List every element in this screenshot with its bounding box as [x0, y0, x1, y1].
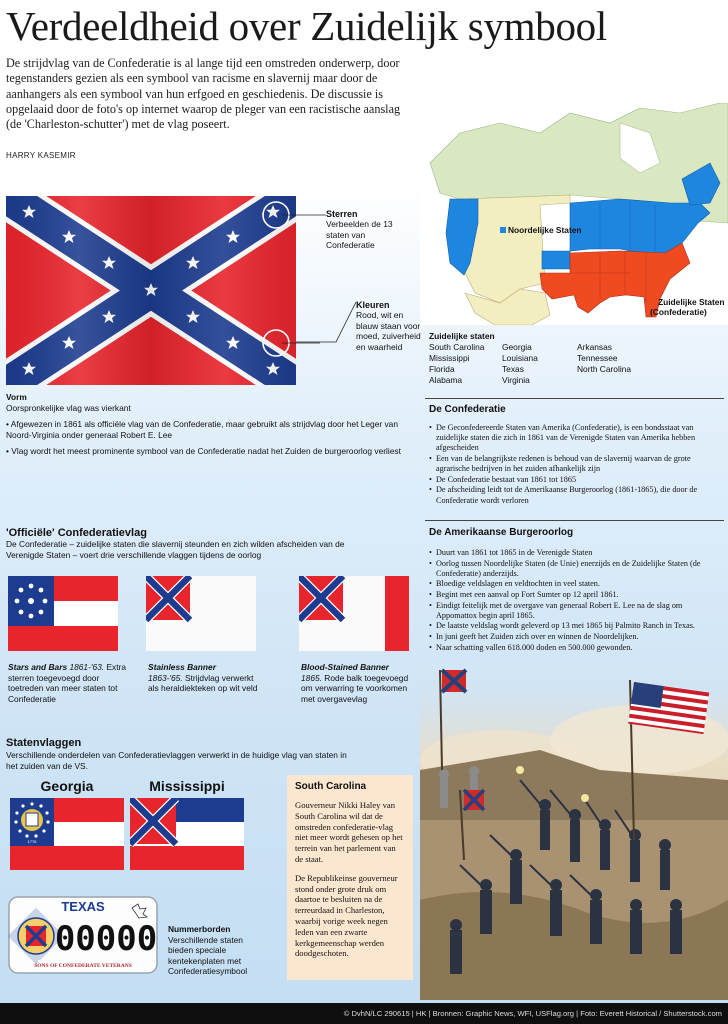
official-flags-desc: De Confederatie – zuidelijke staten die slavernij steunden en zich wilden afscheiden van de Verenigde Staten – voert drie verschillende vlaggen tijdens de oorlog	[6, 539, 345, 560]
callout-kleuren-text: Rood, wit en blauw staan voor moed, zuiverheid en waarheid	[356, 310, 421, 352]
confederate-swatch	[650, 299, 656, 305]
callout-kleuren-title: Kleuren	[356, 300, 390, 310]
state-flags-desc: Verschillende onderdelen van Confederatievlaggen verwerkt in de huidige vlag van staten in het zuiden van de VS.	[6, 750, 347, 771]
texas-license-plate	[8, 896, 158, 974]
state-item: Florida	[429, 364, 455, 374]
callout-sterren-text: Verbeelden de 13 staten van Confederatie	[326, 219, 393, 250]
official-flags-title: 'Officiële' Confederatievlag	[6, 527, 147, 539]
georgia-label: Georgia	[40, 778, 94, 794]
zuidelijke-staten-title: Zuidelijke staten	[429, 331, 495, 341]
legend-zuid-text: Zuidelijke Staten (Confederatie)	[650, 297, 725, 317]
list-item: • In juni geeft het Zuiden zich over en winnen de Noordelijken.	[429, 632, 724, 642]
divider	[425, 520, 724, 521]
state-item: Alabama	[429, 375, 463, 385]
legend-zuidelijke-staten	[650, 297, 728, 317]
south-carolina-p1: Gouverneur Nikki Haley van South Carolina wil dat de omstreden confederatie-vlag niet meer wordt gehesen op het terrein van het parlement van de staat.	[295, 800, 403, 864]
union-swatch	[500, 227, 506, 233]
list-item: • Eindigt feitelijk met de overgave van generaal Robert E. Lee na de slag om Appomattox begin april 1865.	[429, 601, 724, 621]
svg-text:1776: 1776	[27, 839, 37, 844]
stainless-banner-flag	[146, 576, 256, 651]
burgeroorlog-title: De Amerikaanse Burgeroorlog	[429, 527, 574, 538]
south-carolina-p2: De Republikeinse gouverneur stond onder grote druk om daartoe te besluiten na de terreurdaad in Charleston, waarbij vorige week negen leden van een zwarte kerkgemeenschap werden doodgeschoten.	[295, 872, 398, 959]
stars-and-bars-name: Stars and Bars	[8, 662, 68, 672]
stars-and-bars-years: 1861-'63.	[69, 662, 105, 672]
callout-kleuren	[356, 300, 426, 352]
nummerborden-title: Nummerborden	[168, 924, 231, 934]
state-item: North Carolina	[577, 364, 631, 374]
list-item: • De Confederatie bestaat van 1861 tot 1865	[429, 475, 724, 485]
divider	[425, 398, 724, 399]
state-flags-title: Statenvlaggen	[6, 737, 82, 749]
callout-sterren	[326, 209, 416, 251]
state-item: South Carolina	[429, 342, 485, 352]
list-item: • De Geconfedereerde Staten van Amerika (Confederatie), is een bondsstaat van zuidelijke staten die zich in 1861 van de Verenigde Staten van Amerika hebben afgescheiden	[429, 423, 724, 454]
mississippi-label: Mississippi	[149, 778, 225, 794]
vorm-text: Oorspronkelijke vlag was vierkant	[6, 402, 131, 413]
vorm-bullet-2: • Vlag wordt het meest prominente symbool van de Confederatie nadat het Zuiden de burgeroorlog verliest	[6, 446, 401, 456]
north-america-map	[420, 103, 728, 325]
list-item: • Bloedige veldslagen en veldtochten in veel staten.	[429, 579, 724, 589]
state-item: Texas	[502, 364, 524, 374]
states-col-2	[502, 342, 538, 386]
list-item: • Begint met een aanval op Fort Sumter op 12 april 1861.	[429, 590, 724, 600]
vorm-title: Vorm	[6, 392, 27, 402]
state-item: Virginia	[502, 375, 530, 385]
list-item: • Duurt van 1861 tot 1865 in de Verenigde Staten	[429, 548, 724, 558]
confederatie-list	[429, 423, 724, 506]
stars-and-bars-caption	[8, 662, 128, 704]
blood-stained-banner-text: Rode balk toegevoegd om verwarring te voorkomen met overgavevlag	[301, 672, 409, 704]
callout-sterren-title: Sterren	[326, 209, 358, 219]
page-title: Verdeeldheid over Zuidelijk symbool	[6, 3, 607, 49]
blood-stained-banner-caption	[301, 662, 411, 704]
blood-stained-banner-flag	[299, 576, 409, 651]
south-carolina-title: South Carolina	[295, 781, 367, 792]
stars-and-bars-text: Extra sterren toegevoegd door toetreden van meer staten tot Confederatie	[8, 662, 127, 704]
confederatie-title: De Confederatie	[429, 404, 506, 415]
plate-state: TEXAS	[61, 899, 105, 914]
nummerborden-caption	[168, 924, 268, 977]
state-item: Louisiana	[502, 353, 538, 363]
state-item: Georgia	[502, 342, 532, 352]
state-item: Arkansas	[577, 342, 612, 352]
state-item: Mississippi	[429, 353, 470, 363]
south-carolina-box	[287, 775, 413, 980]
plate-bottom-text: SONS OF CONFEDERATE VETERANS	[34, 963, 132, 969]
stainless-banner-name: Stainless Banner	[148, 662, 216, 672]
callout-line-kleuren	[296, 300, 358, 346]
georgia-flag	[10, 798, 124, 870]
vorm-bullet-1: • Afgewezen in 1861 als officiële vlag van de Confederatie, maar gebruikt als strijdvlag door het Leger van Noord-Virginia onder generaal Robert E. Lee	[6, 419, 398, 440]
vorm-section	[6, 392, 406, 463]
state-item: Tennessee	[577, 353, 618, 363]
list-item: • De afscheiding leidt tot de Amerikaanse Burgeroorlog (1861-1865), die door de Confederatie wordt verloren	[429, 485, 724, 505]
footer-credits: © DvhN/LC 290615 | HK | Bronnen: Graphic News, WFI, USFlag.org | Foto: Everett Historical / Shutterstock.com	[0, 1003, 728, 1024]
author: HARRY KASEMIR	[6, 151, 76, 160]
civil-war-battle-illustration	[420, 660, 728, 1000]
legend-noord-text: Noordelijke Staten	[508, 225, 582, 235]
legend-noordelijke-staten	[500, 225, 582, 235]
states-col-1	[429, 342, 484, 386]
nummerborden-text: Verschillende staten bieden speciale kentekenplaten met Confederatiesymbool	[168, 934, 248, 976]
list-item: • Oorlog tussen Noordelijke Staten (de Unie) enerzijds en de Zuidelijke Staten (de Confederatie) anderzijds.	[429, 559, 724, 579]
stars-and-bars-flag	[8, 576, 118, 651]
stainless-banner-caption	[148, 662, 258, 694]
list-item: • Naar schatting vallen 618.000 doden en 500.000 gewonden.	[429, 643, 724, 653]
stainless-banner-years: 1863-'65.	[148, 672, 183, 683]
states-col-3	[577, 342, 631, 375]
list-item: • De laatste veldslag wordt geleverd op 13 mei 1865 bij Palmito Ranch in Texas.	[429, 621, 724, 631]
blood-stained-banner-name: Blood-Stained Banner	[301, 662, 389, 672]
plate-number: 00000	[54, 919, 158, 959]
confederate-battle-flag	[6, 196, 296, 385]
blood-stained-banner-years: 1865.	[301, 672, 322, 683]
list-item: • Een van de belangrijkste redenen is behoud van de slavernij waarvan de grote agrarische bedrijven in het zuiden afhankelijk zijn	[429, 454, 724, 474]
mississippi-flag	[130, 798, 244, 870]
stainless-banner-text: Strijdvlag verwerkt als heraldiekteken op wit veld	[148, 672, 258, 693]
burgeroorlog-list	[429, 548, 724, 653]
intro-text: De strijdvlag van de Confederatie is al lange tijd een omstreden onderwerp, door tegenstanders gezien als een symbool van racisme en slavernij maar door de aanhangers als een symbool van hun erfgoed en geschiedenis. De discussie is opgelaaid door de foto's op internet waarop de pleger van een racistische aanslag (de 'Charleston-schutter') met de vlag poseert.	[6, 56, 401, 132]
